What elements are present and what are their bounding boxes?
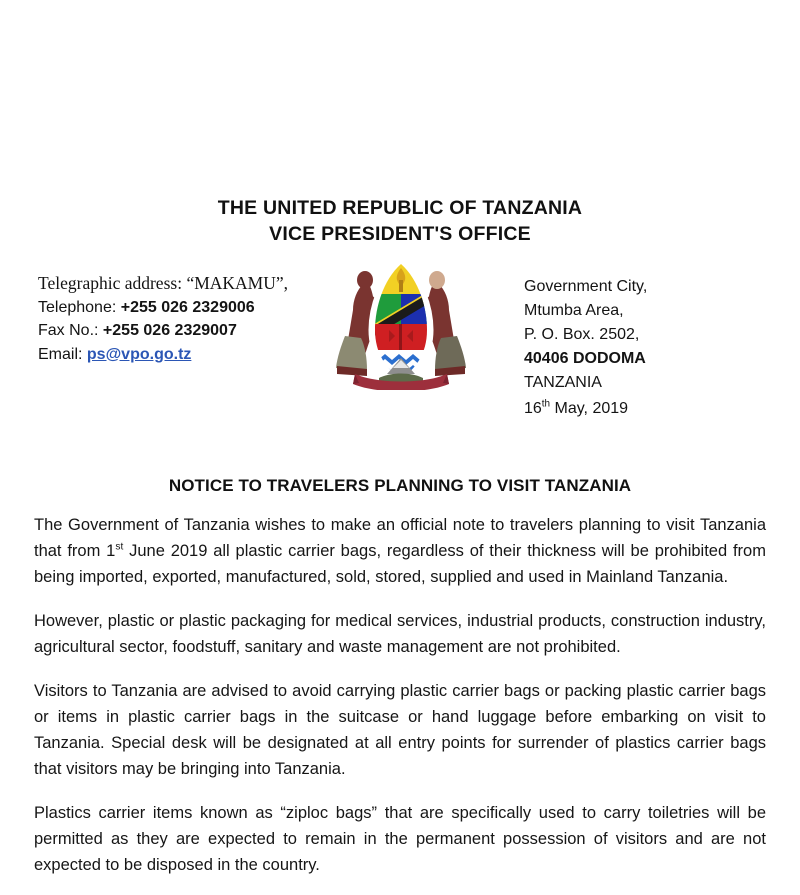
paragraph-1-part-1: The Government of Tanzania wishes to make an official note to travelers planning to visit Tanzania that from 1	[34, 516, 766, 560]
telegraphic-address-line	[38, 272, 338, 296]
email-label: Email:	[38, 345, 83, 363]
masthead	[0, 195, 800, 247]
coat-of-arms-emblem	[327, 250, 475, 390]
address-line-country: TANZANIA	[524, 374, 602, 391]
email-link[interactable]: ps@vpo.go.tz	[86, 345, 192, 363]
letterhead	[0, 272, 800, 392]
address-line-postcode-city: 40406 DODOMA	[524, 350, 646, 367]
address-line-1: Government City,	[524, 278, 648, 295]
telephone-label: Telephone:	[38, 298, 117, 316]
email-line	[38, 343, 338, 367]
contact-block	[38, 272, 338, 366]
paragraph-4: Plastics carrier items known as “ziploc bags” that are specifically used to carry toiletries will be permitted as they are expected to remain in the permanent possession of visitors and are not expected to be disposed in the country.	[34, 804, 766, 874]
address-line-2: Mtumba Area,	[524, 302, 624, 319]
date-day: 16	[524, 400, 542, 417]
fax-label: Fax No.:	[38, 322, 99, 339]
notice-title: NOTICE TO TRAVELERS PLANNING TO VISIT TANZANIA	[168, 476, 632, 495]
paragraph-1-ordinal-suffix: st	[115, 541, 124, 553]
paragraph-1	[34, 512, 766, 590]
date-month-year: May, 2019	[550, 400, 629, 417]
date-line	[524, 400, 628, 418]
fax-value: +255 026 2329007	[102, 322, 237, 339]
telegraphic-address-value: “MAKAMU”,	[186, 273, 289, 293]
paragraph-2: However, plastic or plastic packaging for medical services, industrial products, construction industry, agricultural sector, foodstuff, sanitary and waste management are not prohibited.	[34, 612, 766, 656]
telephone-value: +255 026 2329006	[120, 298, 255, 316]
address-block	[524, 275, 774, 395]
masthead-line-country: THE UNITED REPUBLIC OF TANZANIA	[217, 197, 583, 219]
masthead-line-office: VICE PRESIDENT'S OFFICE	[269, 223, 531, 245]
paragraph-3: Visitors to Tanzania are advised to avoid carrying plastic carrier bags or packing plastic carrier bags or items in plastic carrier bags in the suitcase or hand luggage before embarking on visit to Tanzania. Special desk will be designated at all entry points for surrender of plastics carrier bags that visitors may be bringing into Tanzania.	[34, 682, 766, 778]
address-line-3: P. O. Box. 2502,	[524, 326, 640, 343]
body-copy	[34, 512, 766, 878]
date-ordinal-suffix: th	[541, 398, 551, 410]
telephone-line	[38, 296, 338, 320]
telegraphic-address-label: Telegraphic address:	[38, 273, 183, 293]
fax-line	[38, 319, 338, 343]
paragraph-1-part-2: June 2019 all plastic carrier bags, regardless of their thickness will be prohibited from being imported, exported, manufactured, sold, stored, supplied and used in Mainland Tanzania.	[34, 542, 766, 586]
